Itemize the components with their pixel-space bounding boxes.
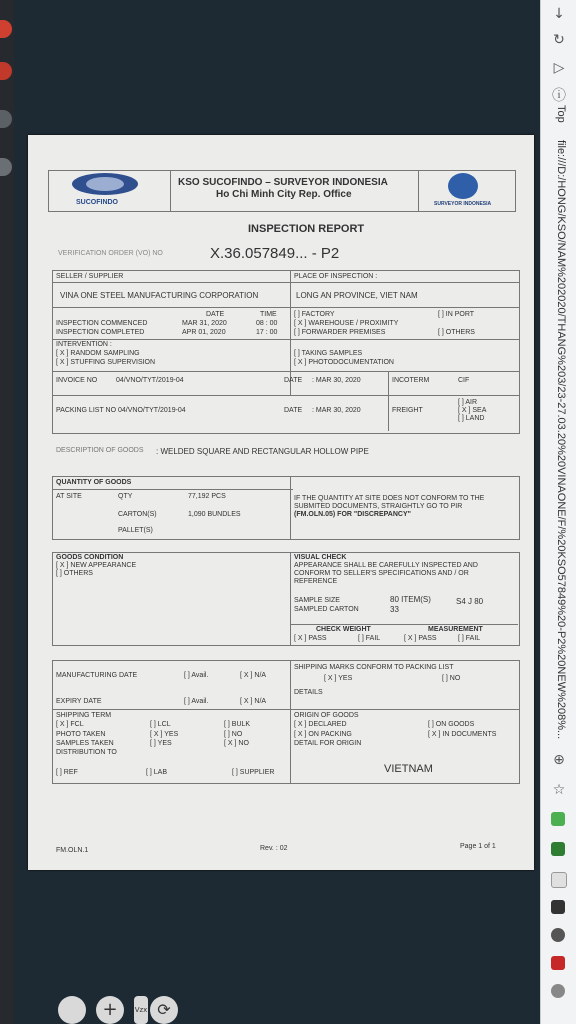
address-bar[interactable]: file:///D:/HONG/KSO/NAM%202020/THANG%203/23-27.03.20%20VINAONE/F/%20KSO57849%20-P2%20NEW%208%...	[555, 140, 567, 740]
freight-sea: [ X ] SEA	[458, 407, 487, 414]
samples-no: [ X ] NO	[224, 740, 249, 747]
visual-check: VISUAL CHECK	[294, 554, 347, 561]
form-number: FM.OLN.1	[56, 847, 89, 854]
extension-icon[interactable]	[551, 872, 567, 888]
left-app-strip	[0, 0, 14, 1024]
details-label: DETAILS	[294, 689, 323, 696]
packing-date: : MAR 30, 2020	[312, 407, 361, 414]
ms-pass: [ X ] PASS	[404, 635, 437, 642]
seller-value: VINA ONE STEEL MANUFACTURING CORPORATION	[60, 291, 259, 300]
ms-fail: [ ] FAIL	[458, 635, 481, 642]
commenced-date: MAR 31, 2020	[182, 320, 227, 327]
mfg-avail: [ ] Avail.	[184, 672, 209, 679]
extension-icon[interactable]	[551, 956, 565, 970]
exp-na: [ X ] N/A	[240, 698, 267, 705]
incoterm-label: INCOTERM	[392, 377, 430, 384]
new-appearance: [ X ] NEW APPEARANCE	[56, 562, 137, 569]
desc-label: DESCRIPTION OF GOODS	[56, 447, 144, 454]
time-head: TIME	[260, 311, 277, 318]
zoom-in-button[interactable]: +	[96, 996, 124, 1024]
qty-note: IF THE QUANTITY AT SITE DOES NOT CONFORM TO THE	[294, 495, 485, 502]
browser-toolbar	[540, 0, 576, 1024]
packing-value: 04/VNO/TYT/2019-04	[118, 407, 186, 414]
quantity-label: QUANTITY OF GOODS	[56, 479, 132, 486]
vo-number: X.36.057849... - P2	[210, 245, 340, 262]
sm-no: [ ] NO	[442, 675, 461, 682]
top-label: Top	[555, 105, 567, 123]
others-cond: [ ] OTHERS	[56, 570, 93, 577]
seller-label: SELLER / SUPPLIER	[56, 273, 124, 280]
fcl: [ X ] FCL	[56, 721, 84, 728]
in-port-option: [ ] IN PORT	[438, 311, 475, 318]
packing-label: PACKING LIST NO	[56, 407, 117, 414]
cw-fail: [ ] FAIL	[358, 635, 381, 642]
taking-samples: [ ] TAKING SAMPLES	[294, 350, 363, 357]
stuffing-supervision: [ X ] STUFFING SUPERVISION	[56, 359, 156, 366]
cw-pass: [ X ] PASS	[294, 635, 327, 642]
on-packing: [ X ] ON PACKING	[294, 731, 352, 738]
shipping-term: SHIPPING TERM	[56, 712, 112, 719]
extension-icon[interactable]	[551, 842, 565, 856]
place-label: PLACE OF INSPECTION :	[294, 273, 378, 280]
freight-label: FREIGHT	[392, 407, 423, 414]
freight-land: [ ] LAND	[458, 415, 485, 422]
extension-icon[interactable]	[551, 812, 565, 826]
sample-code: S4 J 80	[456, 597, 484, 606]
qty-value: 77,192 PCS	[188, 493, 226, 500]
info-icon[interactable]: ⓘ	[552, 88, 566, 104]
office-name: Ho Chi Minh City Rep. Office	[216, 189, 352, 200]
others-place-option: [ ] OTHERS	[438, 329, 475, 336]
shipping-marks: SHIPPING MARKS CONFORM TO PACKING LIST	[294, 664, 454, 671]
qty-label: QTY	[118, 493, 133, 500]
carton-value: 1,090 BUNDLES	[188, 511, 241, 518]
completed-date: APR 01, 2020	[182, 329, 226, 336]
visual-note: CONFORM TO SELLER'S SPECIFICATIONS AND / OR	[294, 570, 469, 577]
surveyor-logo-icon	[448, 173, 478, 199]
qty-note: (FM.OLN.05) FOR "DISCREPANCY"	[294, 511, 411, 518]
desc-value: : WELDED SQUARE AND RECTANGULAR HOLLOW PIPE	[156, 447, 369, 456]
back-arrow-icon[interactable]: ↓	[553, 6, 565, 22]
samples-taken: SAMPLES TAKEN	[56, 740, 114, 747]
incoterm-value: CIF	[458, 377, 470, 384]
origin-label: ORIGIN OF GOODS	[294, 712, 359, 719]
invoice-value: 04/VNO/TYT/2019-04	[116, 377, 184, 384]
company-name: KSO SUCOFINDO – SURVEYOR INDONESIA	[178, 177, 388, 188]
pallet-label: PALLET(S)	[118, 527, 153, 534]
measurement: MEASUREMENT	[428, 626, 483, 633]
sample-size-label: SAMPLE SIZE	[294, 597, 340, 604]
zoom-icon[interactable]: ⊕	[553, 752, 565, 768]
intervention-label: INTERVENTION :	[56, 341, 112, 348]
completed-label: INSPECTION COMPLETED	[56, 329, 145, 336]
reload-icon[interactable]: ↻	[553, 32, 565, 48]
extension-icon[interactable]	[551, 928, 565, 942]
exp-avail: [ ] Avail.	[184, 698, 209, 705]
extension-icon[interactable]	[551, 900, 565, 914]
on-goods: [ ] ON GOODS	[428, 721, 475, 728]
sample-size-value: 80 ITEM(S)	[390, 595, 431, 604]
photo-no: [ ] NO	[224, 731, 243, 738]
freight-air: [ ] AIR	[458, 399, 478, 406]
surveyor-logo-text: SURVEYOR INDONESIA	[434, 201, 492, 207]
star-icon[interactable]: ☆	[552, 782, 566, 798]
origin-value: VIETNAM	[384, 763, 433, 775]
expiry-date: EXPIRY DATE	[56, 698, 102, 705]
lab: [ ] LAB	[146, 769, 168, 776]
sucofindo-logo-text: SUCOFINDO	[76, 199, 118, 206]
commenced-time: 08 : 00	[256, 320, 278, 327]
goods-condition: GOODS CONDITION	[56, 554, 124, 561]
fit-button[interactable]: Vzx	[134, 996, 148, 1024]
forward-icon[interactable]: ▷	[553, 60, 565, 76]
visual-note: APPEARANCE SHALL BE CAREFULLY INSPECTED AND	[294, 562, 478, 569]
photodoc: [ X ] PHOTODOCUMENTATION	[294, 359, 394, 366]
sm-yes: [ X ] YES	[324, 675, 353, 682]
sucofindo-logo-icon	[72, 173, 138, 195]
lcl: [ ] LCL	[150, 721, 171, 728]
extension-icon[interactable]	[551, 984, 565, 998]
date-head: DATE	[206, 311, 225, 318]
app-icon[interactable]	[0, 158, 12, 176]
factory-option: [ ] FACTORY	[294, 311, 335, 318]
sampled-carton-value: 33	[390, 605, 399, 614]
mfg-date: MANUFACTURING DATE	[56, 672, 138, 679]
page-title: INSPECTION REPORT	[248, 223, 365, 235]
rotate-icon[interactable]: ⟳	[150, 996, 178, 1024]
carton-label: CARTON(S)	[118, 511, 157, 518]
app-icon[interactable]	[0, 110, 12, 128]
qty-note: SUBMITED DOCUMENTS, STRAIGHTLY GO TO PIR	[294, 503, 463, 510]
in-documents: [ X ] IN DOCUMENTS	[428, 731, 497, 738]
declared: [ X ] DECLARED	[294, 721, 347, 728]
check-weight: CHECK WEIGHT	[316, 626, 371, 633]
detail-origin: DETAIL FOR ORIGIN	[294, 740, 362, 747]
app-icon[interactable]	[0, 62, 12, 80]
packing-date-label: DATE	[284, 407, 303, 414]
vo-label: VERIFICATION ORDER (VO) NO	[58, 250, 163, 257]
invoice-label: INVOICE NO	[56, 377, 98, 384]
app-icon[interactable]	[0, 20, 12, 38]
commenced-label: INSPECTION COMMENCED	[56, 320, 148, 327]
warehouse-option: [ X ] WAREHOUSE / PROXIMITY	[294, 320, 399, 327]
samples-yes: [ ] YES	[150, 740, 172, 747]
revision: Rev. : 02	[260, 845, 288, 852]
inspection-report-page	[28, 135, 534, 870]
distribution: DISTRIBUTION TO	[56, 749, 117, 756]
completed-time: 17 : 00	[256, 329, 278, 336]
photo-taken: PHOTO TAKEN	[56, 731, 106, 738]
sampled-carton-label: SAMPLED CARTON	[294, 606, 359, 613]
place-value: LONG AN PROVINCE, VIET NAM	[296, 291, 418, 300]
page-number: Page 1 of 1	[460, 843, 496, 850]
visual-note: REFERENCE	[294, 578, 338, 585]
invoice-date: : MAR 30, 2020	[312, 377, 361, 384]
at-site-label: AT SITE	[56, 493, 82, 500]
bulk: [ ] BULK	[224, 721, 251, 728]
photo-yes: [ X ] YES	[150, 731, 179, 738]
mfg-na: [ X ] N/A	[240, 672, 267, 679]
invoice-date-label: DATE	[284, 377, 303, 384]
random-sampling: [ X ] RANDOM SAMPLING	[56, 350, 140, 357]
forwarder-option: [ ] FORWARDER PREMISES	[294, 329, 386, 336]
supplier: [ ] SUPPLIER	[232, 769, 275, 776]
page-control-button[interactable]	[58, 996, 86, 1024]
ref: [ ] REF	[56, 769, 78, 776]
